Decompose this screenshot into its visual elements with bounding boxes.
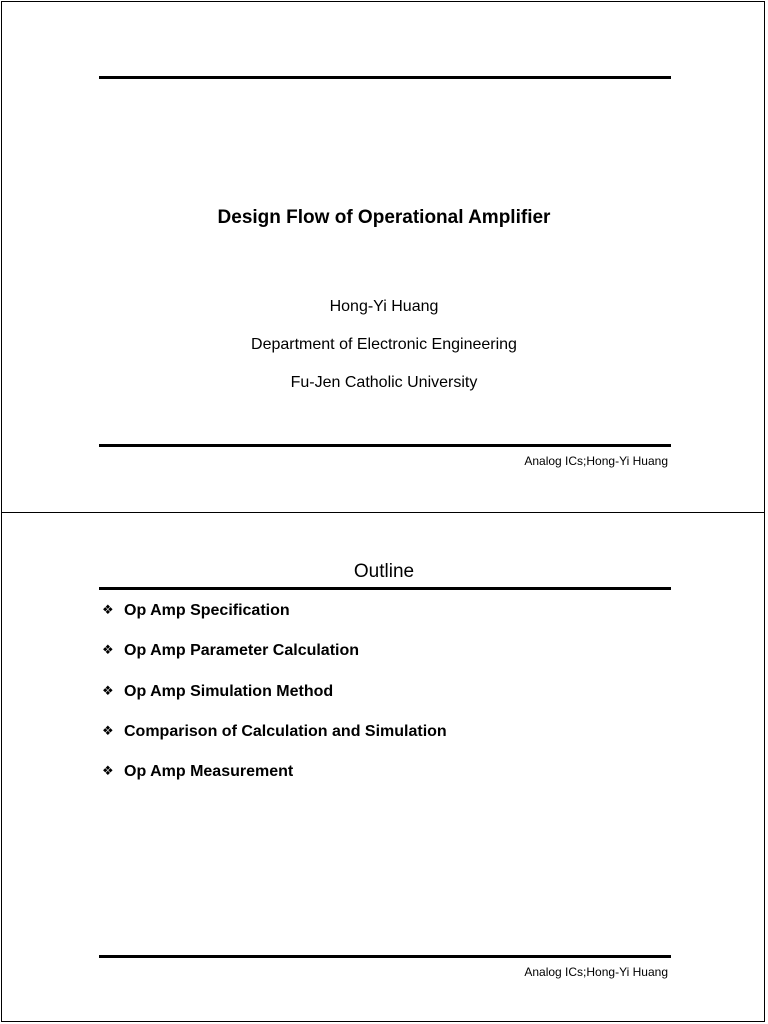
university-name: Fu-Jen Catholic University — [290, 374, 478, 391]
list-item-text: Op Amp Parameter Calculation — [124, 642, 360, 660]
slide-title: Design Flow of Operational Amplifier — [217, 207, 551, 228]
bottom-rule — [99, 955, 671, 958]
list-item — [102, 722, 447, 762]
diamond-bullet-icon: ❖ — [102, 603, 114, 618]
diamond-bullet-icon: ❖ — [102, 764, 114, 780]
author-name: Hong-Yi Huang — [329, 298, 439, 315]
list-item — [102, 601, 447, 641]
diamond-bullet-icon: ❖ — [102, 643, 114, 659]
outline-list — [102, 601, 447, 802]
list-item — [102, 682, 447, 722]
department-name: Department of Electronic Engineering — [251, 336, 517, 353]
slide-footer: Analog ICs;Hong-Yi Huang — [524, 454, 668, 468]
outline-heading: Outline — [353, 561, 415, 582]
list-item-text: Op Amp Specification — [124, 602, 290, 619]
list-item-text: Op Amp Measurement — [124, 763, 294, 781]
diamond-bullet-icon: ❖ — [102, 723, 114, 739]
diamond-bullet-icon: ❖ — [102, 683, 114, 699]
list-item — [102, 762, 447, 802]
list-item-text: Comparison of Calculation and Simulation — [124, 722, 447, 740]
list-item — [102, 641, 447, 681]
list-item-text: Op Amp Simulation Method — [124, 682, 334, 700]
bottom-rule — [99, 444, 671, 447]
title-slide — [1, 1, 765, 513]
top-rule — [99, 76, 671, 79]
slide-footer: Analog ICs;Hong-Yi Huang — [524, 965, 668, 979]
heading-rule — [99, 587, 671, 590]
outline-slide — [1, 512, 765, 1022]
